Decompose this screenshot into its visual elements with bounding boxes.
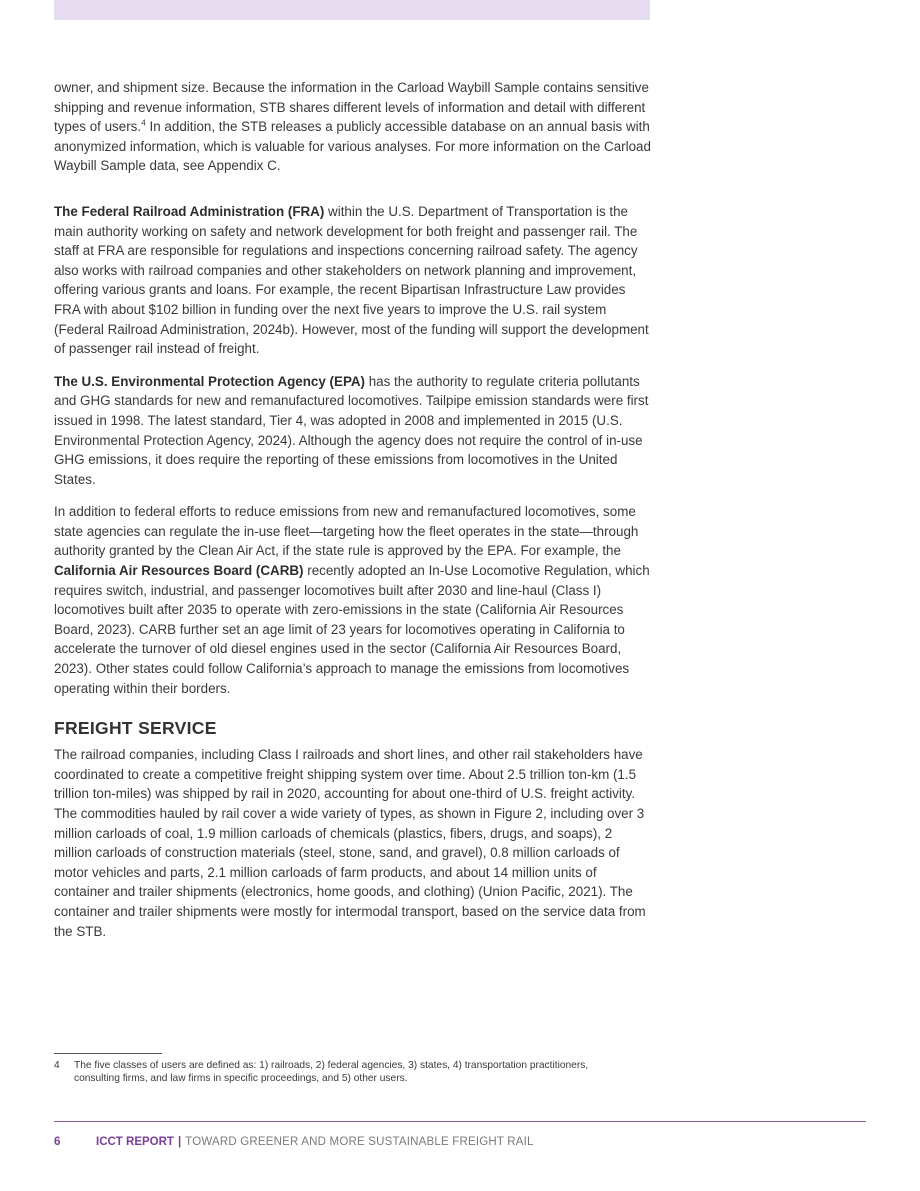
header-color-band — [54, 0, 650, 20]
paragraph-waybill — [54, 78, 652, 176]
paragraph-epa — [54, 372, 652, 490]
paragraph-freight: The railroad companies, including Class I railroads and short lines, and other rail stakeholders have coordinated to create a competitive freight shipping system over time. About 2.5 trillion ton-km (1.5 trillion ton-miles) was shipped by rail in 2020, accounting for about one-third of U.S. freight activity. The commodities hauled by rail cover a wide variety of types, as shown in Figure 2, including over 3 million carloads of coal, 1.9 million carloads of chemicals (plastics, fibers, drugs, and soaps), 2 million carloads of construction materials (steel, stone, sand, and gravel), 0.8 million carloads of motor vehicles and parts, 2.1 million carloads of farm products, and about 14 million units of container and trailer shipments (electronics, home goods, and clothing) (Union Pacific, 2021). The container and trailer shipments were mostly for intermodal transport, based on the service data from the STB. — [54, 747, 646, 939]
footer-divider — [54, 1121, 866, 1122]
footnote-4 — [54, 1060, 634, 1086]
footnote-reference-4[interactable]: 4 — [141, 117, 146, 128]
paragraph-carb-text-cont: recently adopted an In-Use Locomotive Regulation, which requires switch, industrial, and passenger locomotives built after 2030 and line-haul (Class I) locomotives built after 2035 to operate with zero-emissions in the state (California Air Resources Board, 2023). CARB further set an age limit of 23 years for locomotives operating in California to accelerate the turnover of old diesel engines used in the sector (California Air Resources Board, 2023). Other states could follow California’s approach to manage the emissions from locomotives operating within their borders. — [54, 563, 650, 696]
epa-term: The U.S. Environmental Protection Agency (EPA) — [54, 373, 366, 389]
paragraph-carb-text: In addition to federal efforts to reduce emissions from new and remanufactured locomotives, some state agencies can regulate the in-use fleet—targeting how the fleet operates in the state—through authority granted by the Clean Air Act, if the state rule is approved by the EPA. For example, the — [54, 504, 639, 559]
main-content — [54, 78, 652, 941]
footnote-divider — [54, 1053, 162, 1054]
section-heading-freight-service: FREIGHT SERVICE — [54, 718, 217, 739]
paragraph-waybill-text-cont: In addition, the STB releases a publicly accessible database on an annual basis with anonymized information, which is valuable for various analyses. For more information on the Carload Waybill Sample data, see Appendix C. — [54, 119, 651, 174]
footer-org: ICCT REPORT — [96, 1136, 174, 1148]
footer-report-title: TOWARD GREENER AND MORE SUSTAINABLE FREIGHT RAIL — [185, 1136, 534, 1148]
page-footer — [54, 1135, 534, 1149]
paragraph-carb — [54, 502, 652, 698]
paragraph-epa-text: has the authority to regulate criteria pollutants and GHG standards for new and remanufactured locomotives. Tailpipe emission standards were first issued in 1998. The latest standard, Tier 4, was adopted in 2008 and implemented in 2015 (U.S. Environmental Protection Agency, 2024). Although the agency does not require the control of in-use GHG emissions, it does require the reporting of these emissions from locomotives in the United States. — [54, 373, 649, 487]
fra-term: The Federal Railroad Administration (FRA) — [54, 203, 325, 219]
footer-separator: | — [177, 1136, 182, 1148]
page-number: 6 — [54, 1136, 61, 1148]
footnote-text: The five classes of users are defined as: 1) railroads, 2) federal agencies, 3) states, 4) transportation practitioners, consulting firms, and law firms in specific proceedings, and 5) other users. — [74, 1060, 589, 1084]
footnote-number: 4 — [54, 1060, 60, 1071]
paragraph-fra-text: within the U.S. Department of Transportation is the main authority working on safety and network development for both freight and passenger rail. The staff at FRA are responsible for regulations and inspections concerning railroad safety. The agency also works with railroad companies and other stakeholders on network planning and improvement, offering various grants and loans. For example, the recent Bipartisan Infrastructure Law provides FRA with about $102 billion in funding over the next five years to improve the U.S. rail system (Federal Railroad Administration, 2024b). However, most of the funding will support the development of passenger rail instead of freight. — [54, 203, 649, 357]
carb-term: California Air Resources Board (CARB) — [54, 563, 304, 579]
paragraph-fra — [54, 202, 652, 359]
paragraph-waybill-text: owner, and shipment size. Because the information in the Carload Waybill Sample contains sensitive shipping and revenue information, STB shares different levels of information and detail with different types of users. — [54, 80, 649, 135]
